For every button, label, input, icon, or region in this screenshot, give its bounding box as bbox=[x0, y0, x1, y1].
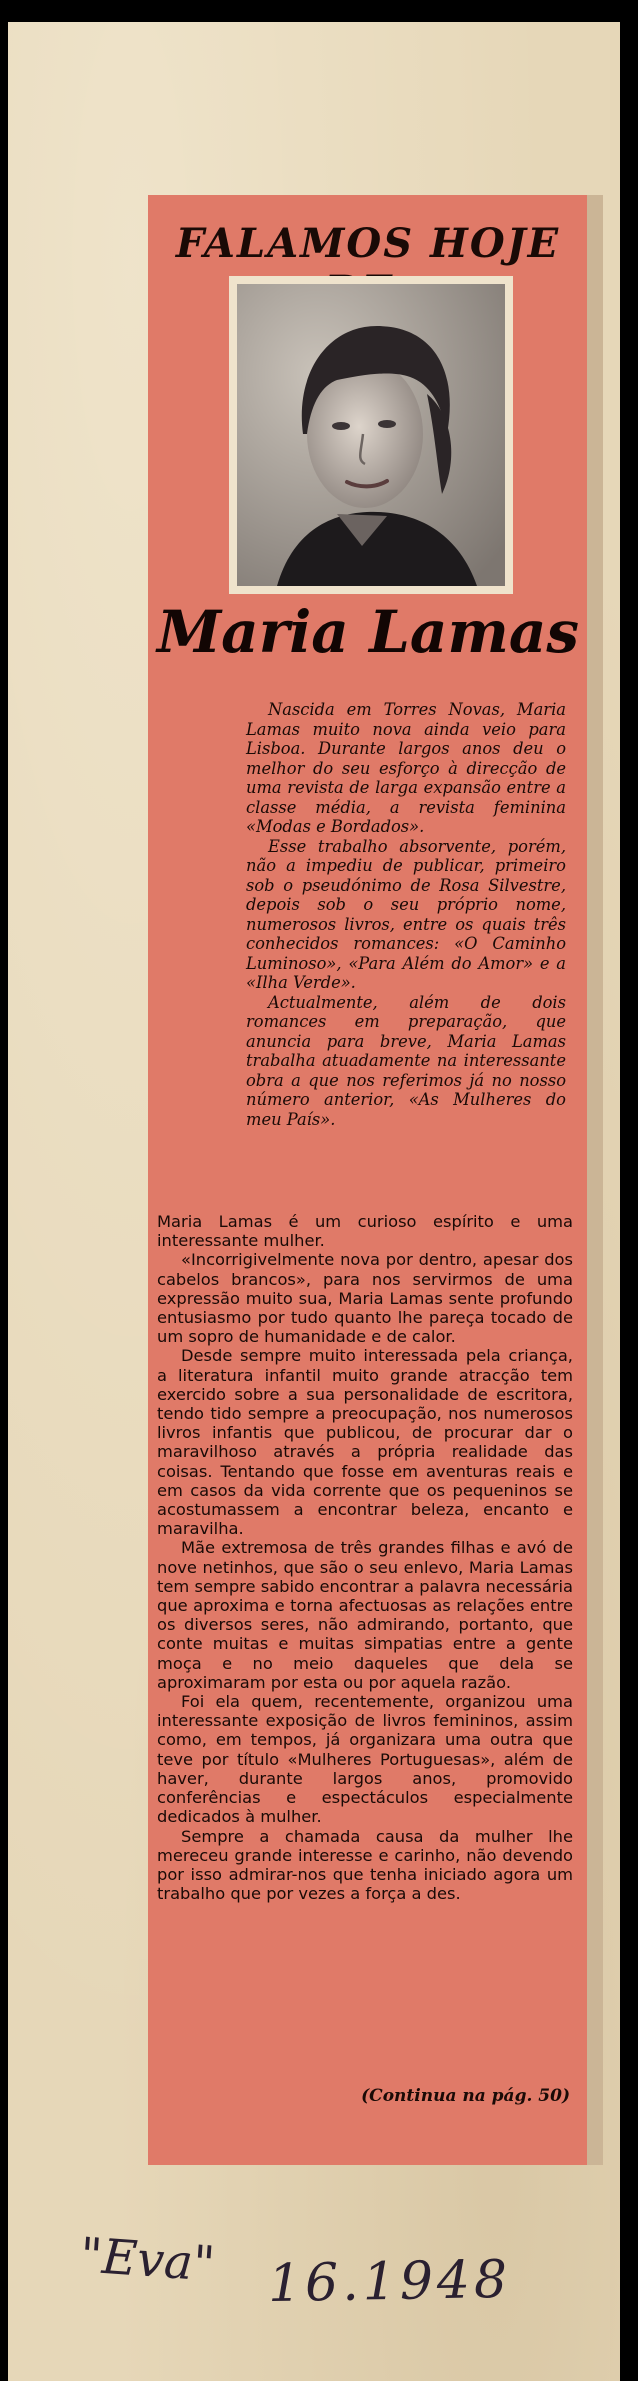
continuation-note: (Continua na pág. 50) bbox=[361, 2086, 570, 2106]
portrait-illustration bbox=[237, 284, 505, 586]
subject-name: Maria Lamas bbox=[156, 598, 580, 666]
article-body bbox=[157, 1212, 573, 1903]
intro-paragraph: Actualmente, além de dois romances em preparação, que anuncia para breve, Maria Lamas trabalha atuadamente na interessante obra a que nos referimos já no nosso número anterior, «As Mulheres do meu País». bbox=[246, 992, 566, 1129]
intro-paragraph: Esse trabalho absorvente, porém, não a impediu de publicar, primeiro sob o pseudónimo de Rosa Silvestre, depois sob o seu próprio nome, numerosos livros, entre os quais três conhecidos romances: «O Caminho Luminoso», «Para Além do Amor» e a «Ilha Verde». bbox=[246, 836, 566, 992]
body-paragraph: Mãe extremosa de três grandes filhas e avó de nove netinhos, que são o seu enlevo, Maria Lamas tem sempre sabido encontrar a palavra necessária que aproxima e torna afectuosas as relações entre os diversos seres, não admirando, portanto, que conte muitas e muitas simpatias entre a gente moça e no meio daqueles que dela se aproximaram por esta ou por aquela razão. bbox=[157, 1538, 573, 1692]
body-paragraph: Foi ela quem, recentemente, organizou uma interessante exposição de livros femininos, assim como, em tempos, já organizara uma outra que teve por título «Mulheres Portuguesas», além de haver, durante largos anos, promovido conferências e espectáculos especialmente dedicados à mulher. bbox=[157, 1692, 573, 1827]
paper-edge-strip bbox=[587, 195, 603, 2165]
handwritten-date: 16.1948 bbox=[267, 2249, 512, 2315]
portrait-photo bbox=[237, 284, 505, 586]
body-paragraph: Sempre a chamada causa da mulher lhe mereceu grande interesse e carinho, não devendo por isso admirar-nos que tenha iniciado agora um trabalho que por vezes a força a des. bbox=[157, 1826, 573, 1904]
intro-text bbox=[246, 700, 566, 1129]
body-paragraph: Maria Lamas é um curioso espírito e uma interessante mulher. bbox=[157, 1212, 573, 1251]
intro-paragraph: Nascida em Torres Novas, Maria Lamas muito nova ainda veio para Lisboa. Durante largos anos deu o melhor do seu esforço à direcção de uma revista de larga expansão entre a classe média, a revista feminina «Modas e Bordados». bbox=[246, 700, 566, 836]
body-paragraph: «Incorrigivelmente nova por dentro, apesar dos cabelos brancos», para nos servirmos de uma expressão muito sua, Maria Lamas sente profundo entusiasmo por tudo quanto lhe pareça tocado de um sopro de humanidade e de calor. bbox=[157, 1250, 573, 1347]
section-heading: FALAMOS HOJE bbox=[175, 220, 561, 267]
handwritten-publication-note: "Eva" bbox=[78, 2227, 217, 2293]
body-paragraph: Desde sempre muito interessada pela criança, a literatura infantil muito grande atracção tem exercido sobre a sua personalidade de escritora, tendo tido sempre a preocupação, nos numerosos livros infantis que publicou, de procurar dar o maravilhoso através a própria realidade das coisas. Tentando que fosse em aventuras reais e em casos da vida corrente que os pequeninos se acostumassem a encontrar beleza, encanto e maravilha. bbox=[157, 1346, 573, 1539]
